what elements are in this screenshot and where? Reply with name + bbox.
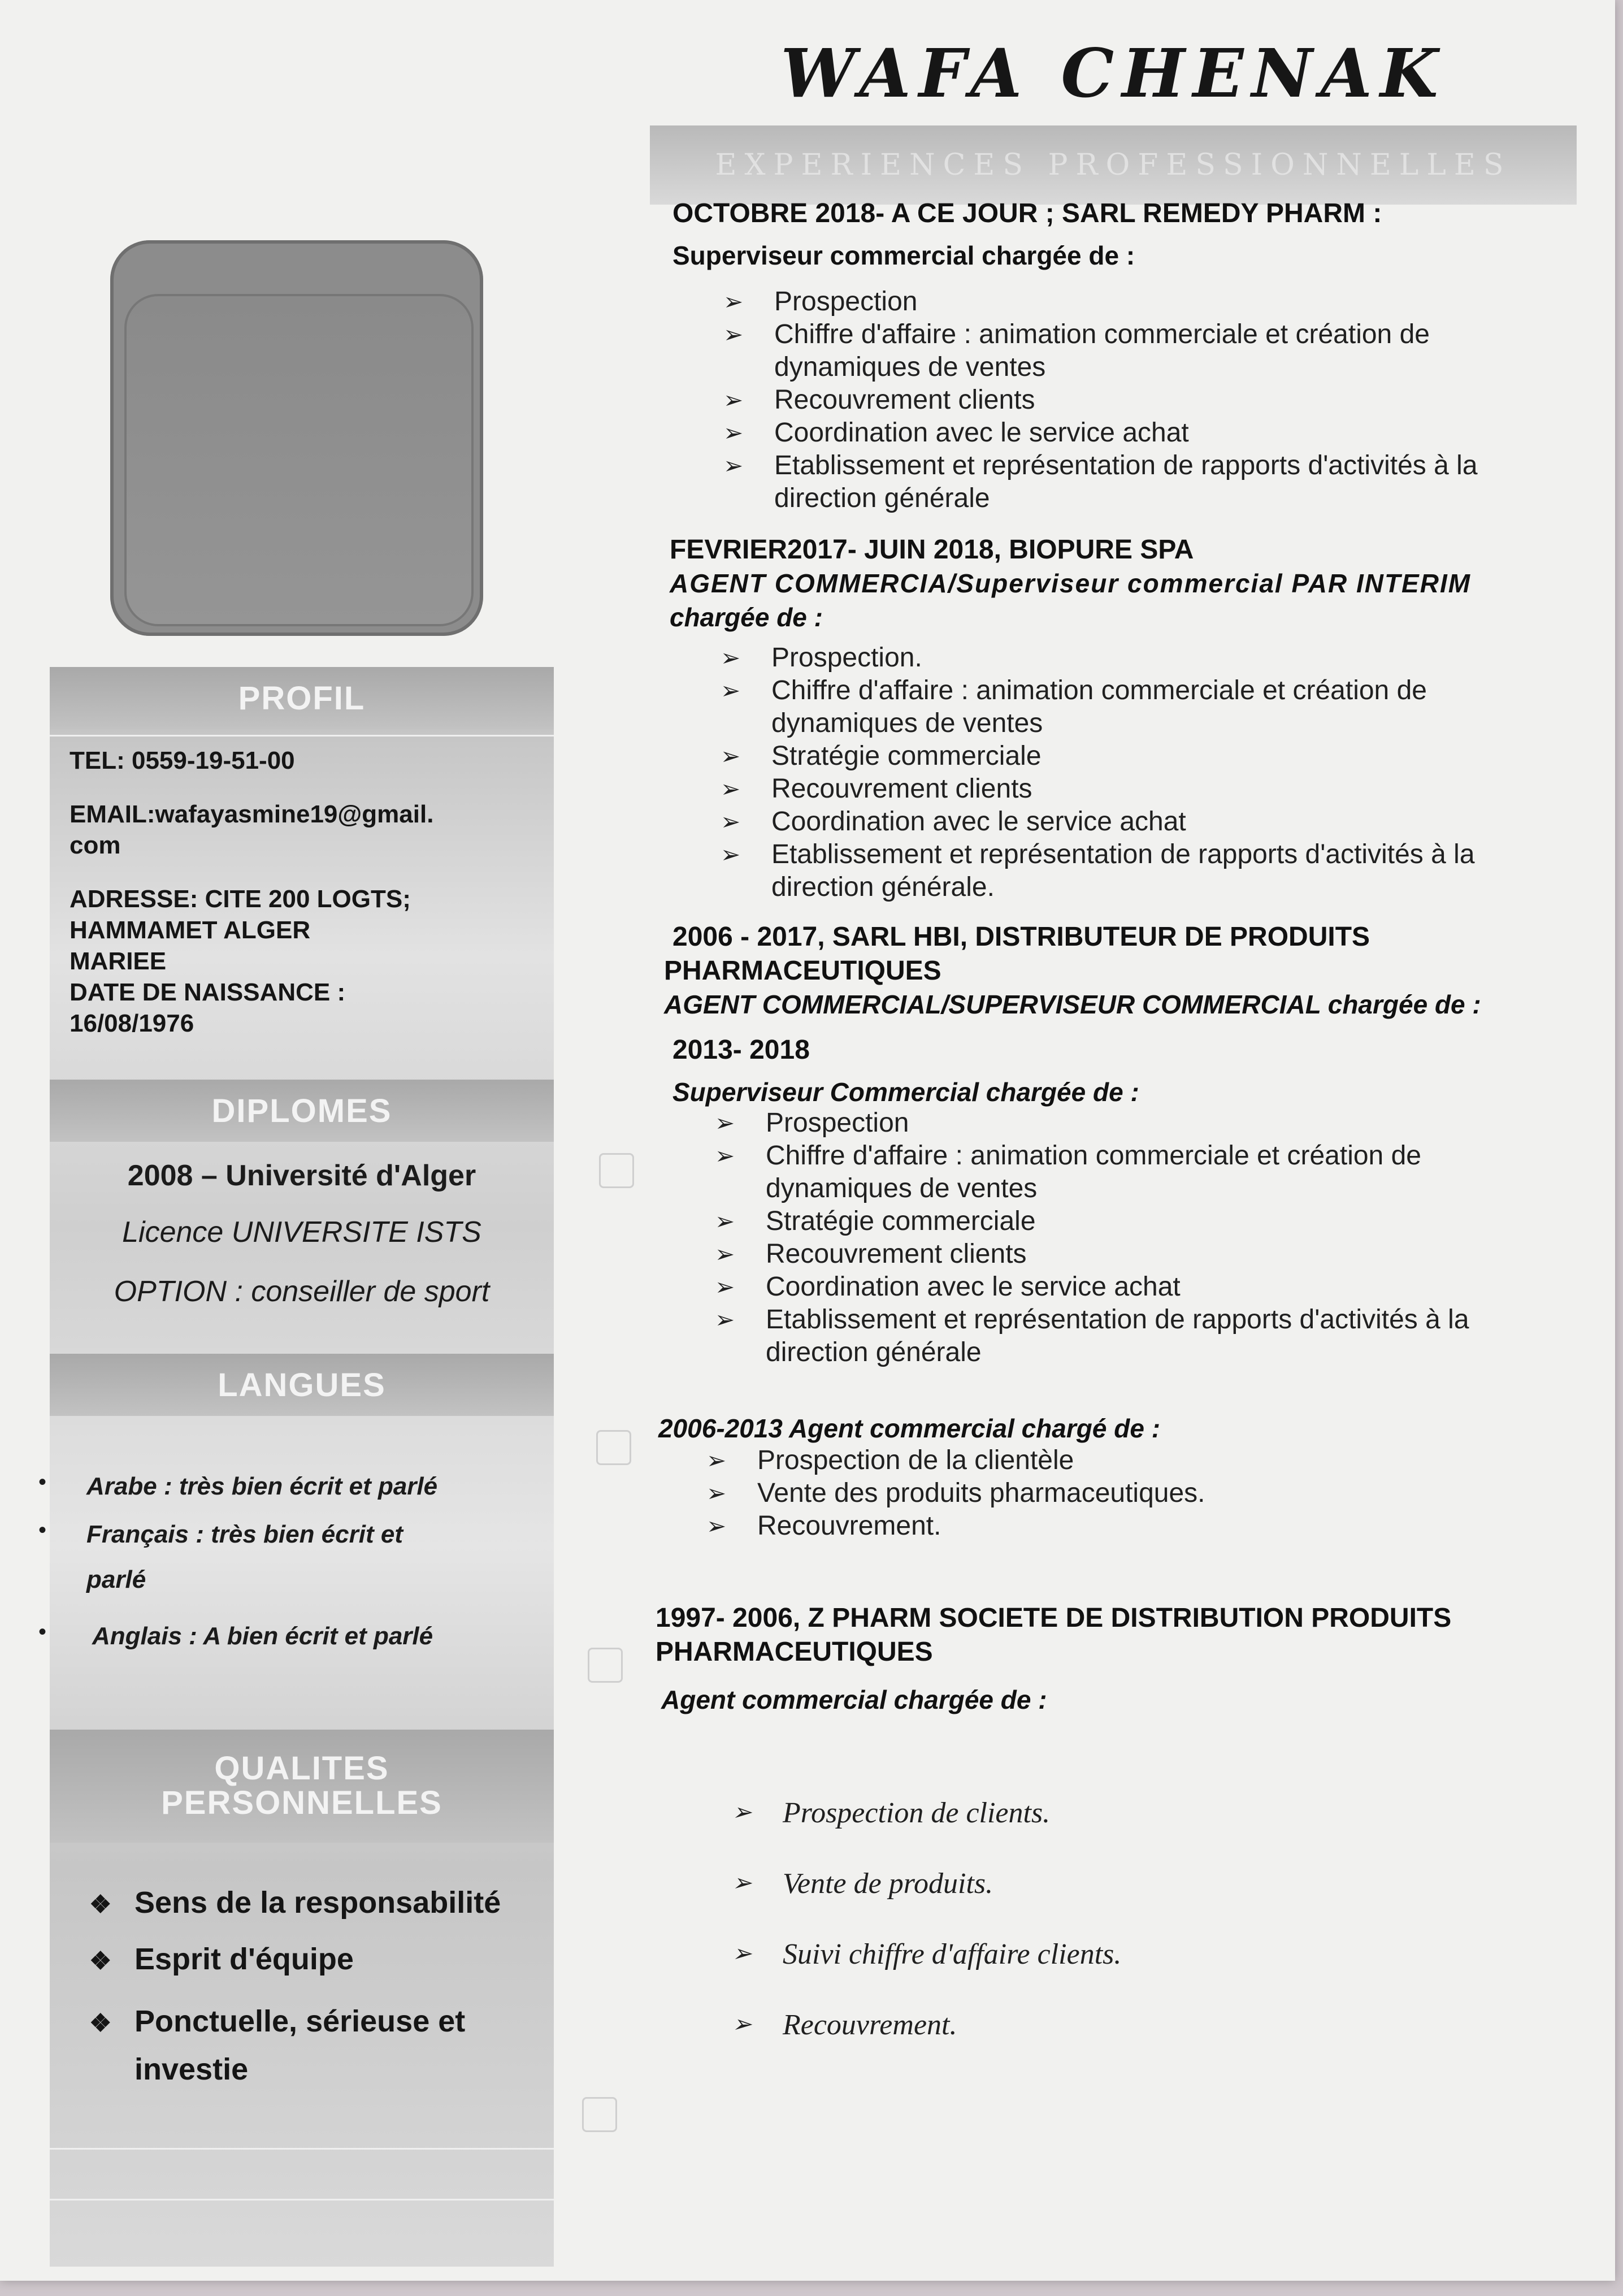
bullet-icon: • <box>38 1518 47 1543</box>
qualites-heading-line-1: QUALITES <box>214 1750 389 1787</box>
task-text: Chiffre d'affaire : animation commerciale et création de <box>771 675 1427 705</box>
arrow-bullet-icon: ➢ <box>706 1480 727 1506</box>
list-item <box>721 838 1568 871</box>
bullet-icon: • <box>38 1470 47 1494</box>
qualites-heading-line-2: PERSONNELLES <box>161 1784 442 1821</box>
quality-punctual <box>89 1998 465 2046</box>
task-text: Prospection de clients. <box>783 1797 1051 1829</box>
job1-role: Superviseur commercial chargée de : <box>672 241 1135 270</box>
arrow-bullet-icon: ➢ <box>732 1800 752 1826</box>
checkbox-mark <box>599 1153 634 1188</box>
diplomes-heading: DIPLOMES <box>50 1080 554 1142</box>
task-text: Etablissement et représentation de rapports d'activités à la <box>766 1305 1469 1335</box>
list-item <box>723 285 1571 318</box>
bullet-icon: • <box>38 1619 47 1644</box>
task-text: Coordination avec le service achat <box>771 807 1186 837</box>
task-text: dynamiques de ventes <box>771 708 1043 738</box>
divider <box>50 2199 554 2200</box>
task-text: Coordination avec le service achat <box>766 1272 1181 1302</box>
profile-photo-frame <box>110 240 483 636</box>
list-item <box>732 1990 1466 2060</box>
arrow-bullet-icon: ➢ <box>723 419 744 446</box>
list-item <box>715 1107 1568 1140</box>
langues-heading: LANGUES <box>50 1354 554 1416</box>
qualites-heading <box>50 1730 554 1843</box>
quality-teamwork <box>89 1936 354 1983</box>
email-line-2: com <box>70 831 121 859</box>
task-text: Prospection <box>774 287 918 317</box>
diamond-bullet-icon: ❖ <box>89 2009 112 2037</box>
quality-text: Esprit d'équipe <box>134 1942 354 1976</box>
task-text: Etablissement et représentation de rapports d'activités à la <box>774 450 1478 480</box>
task-text: direction générale <box>766 1337 982 1367</box>
email-line-1: EMAIL:wafayasmine19@gmail. <box>70 800 434 828</box>
arrow-bullet-icon: ➢ <box>721 776 741 802</box>
job4-title-line-2: PHARMACEUTIQUES <box>656 1637 933 1667</box>
task-text: Chiffre d'affaire : animation commerciale et création de <box>766 1141 1421 1171</box>
list-item <box>715 1271 1568 1303</box>
job2-task-list <box>721 642 1568 904</box>
job3-sub-role: Superviseur Commercial chargée de : <box>672 1077 1139 1107</box>
divider <box>50 2148 554 2150</box>
job2-role-line-2: chargée de : <box>670 603 823 632</box>
list-item <box>723 449 1571 482</box>
checkbox-mark <box>596 1430 631 1465</box>
checkbox-mark <box>582 2097 617 2132</box>
address-line-1: ADRESSE: CITE 200 LOGTS; <box>70 885 411 913</box>
arrow-bullet-icon: ➢ <box>715 1273 735 1300</box>
task-text: dynamiques de ventes <box>774 352 1046 382</box>
job1-title: OCTOBRE 2018- A CE JOUR ; SARL REMEDY PHARM : <box>672 198 1382 228</box>
task-text: Recouvrement clients <box>771 774 1032 804</box>
phone-number: TEL: 0559-19-51-00 <box>70 747 295 774</box>
task-text: Prospection <box>766 1108 909 1138</box>
task-text: Etablissement et représentation de rapports d'activités à la <box>771 839 1475 869</box>
language-french-line-1: Français : très bien écrit et <box>86 1520 403 1548</box>
marital-status: MARIEE <box>70 947 167 975</box>
profile-photo-placeholder <box>124 294 474 626</box>
task-text: Prospection de la clientèle <box>757 1445 1074 1475</box>
candidate-name: WAFA CHENAK <box>780 34 1446 112</box>
diploma-year-university: 2008 – Université d'Alger <box>127 1159 476 1192</box>
list-item <box>721 773 1568 805</box>
list-item <box>721 674 1568 707</box>
job3-title-line-2: PHARMACEUTIQUES <box>664 956 941 986</box>
list-item <box>706 1444 1498 1477</box>
address-line-2: HAMMAMET ALGER <box>70 916 311 944</box>
job3-sub2-role: 2006-2013 Agent commercial chargé de : <box>658 1414 1161 1443</box>
task-text: Vente de produits. <box>783 1868 993 1900</box>
diamond-bullet-icon: ❖ <box>89 1947 112 1975</box>
list-item <box>723 482 1571 515</box>
task-text: Stratégie commerciale <box>771 741 1042 771</box>
language-arabic: Arabe : très bien écrit et parlé <box>86 1472 438 1500</box>
arrow-bullet-icon: ➢ <box>721 677 741 704</box>
list-item <box>721 871 1568 904</box>
list-item <box>732 1919 1466 1990</box>
arrow-bullet-icon: ➢ <box>732 1870 752 1896</box>
list-item <box>723 417 1571 449</box>
arrow-bullet-icon: ➢ <box>723 288 744 315</box>
job3-sub-period: 2013- 2018 <box>672 1035 810 1065</box>
divider <box>50 735 554 737</box>
job1-task-list <box>723 285 1571 515</box>
experience-section-header <box>650 125 1577 205</box>
task-text: dynamiques de ventes <box>766 1173 1038 1203</box>
list-item <box>706 1510 1498 1543</box>
birth-label: DATE DE NAISSANCE : <box>70 978 346 1006</box>
arrow-bullet-icon: ➢ <box>732 2012 752 2038</box>
list-item <box>715 1172 1568 1205</box>
arrow-bullet-icon: ➢ <box>721 808 741 835</box>
job3-title-line-1: 2006 - 2017, SARL HBI, DISTRIBUTEUR DE PRODUITS <box>672 922 1370 952</box>
task-text: Vente des produits pharmaceutiques. <box>757 1478 1205 1508</box>
arrow-bullet-icon: ➢ <box>715 1110 735 1136</box>
arrow-bullet-icon: ➢ <box>723 452 744 479</box>
task-text: Chiffre d'affaire : animation commerciale et création de <box>774 319 1430 349</box>
profil-heading: PROFIL <box>50 667 554 729</box>
list-item <box>706 1477 1498 1510</box>
task-text: Stratégie commerciale <box>766 1206 1036 1236</box>
job3-role: AGENT COMMERCIAL/SUPERVISEUR COMMERCIAL chargée de : <box>664 990 1481 1019</box>
list-item <box>715 1336 1568 1369</box>
task-text: Recouvrement. <box>757 1511 941 1541</box>
arrow-bullet-icon: ➢ <box>706 1513 727 1539</box>
list-item <box>721 642 1568 674</box>
diamond-bullet-icon: ❖ <box>89 1891 112 1918</box>
task-text: direction générale. <box>771 872 995 902</box>
task-text: Coordination avec le service achat <box>774 418 1189 448</box>
task-text: Recouvrement clients <box>774 385 1035 415</box>
task-text: direction générale <box>774 483 990 513</box>
list-item <box>715 1140 1568 1172</box>
task-text: Recouvrement clients <box>766 1239 1027 1269</box>
language-english: Anglais : A bien écrit et parlé <box>92 1622 433 1650</box>
arrow-bullet-icon: ➢ <box>715 1306 735 1333</box>
arrow-bullet-icon: ➢ <box>706 1447 727 1474</box>
task-text: Recouvrement. <box>783 2009 957 2041</box>
list-item <box>721 707 1568 740</box>
diploma-option: OPTION : conseiller de sport <box>114 1275 490 1308</box>
arrow-bullet-icon: ➢ <box>723 387 744 413</box>
arrow-bullet-icon: ➢ <box>723 321 744 348</box>
job4-role: Agent commercial chargée de : <box>661 1685 1047 1714</box>
list-item <box>732 1848 1466 1919</box>
birth-date: 16/08/1976 <box>70 1010 194 1037</box>
list-item <box>723 351 1571 384</box>
arrow-bullet-icon: ➢ <box>715 1142 735 1169</box>
task-text: Suivi chiffre d'affaire clients. <box>783 1938 1122 1970</box>
list-item <box>715 1238 1568 1271</box>
quality-text: Ponctuelle, sérieuse et <box>134 2004 466 2038</box>
sidebar <box>38 667 554 2267</box>
arrow-bullet-icon: ➢ <box>721 841 741 868</box>
arrow-bullet-icon: ➢ <box>715 1208 735 1234</box>
list-item <box>723 384 1571 417</box>
experience-section-title: EXPERIENCES PROFESSIONNELLES <box>715 148 1512 182</box>
list-item <box>732 1778 1466 1848</box>
arrow-bullet-icon: ➢ <box>715 1241 735 1267</box>
job3-task-list-2 <box>706 1444 1498 1543</box>
job2-role-line-1: AGENT COMMERCIA/Superviseur commercial PAR INTERIM <box>670 569 1472 598</box>
task-text: Prospection. <box>771 643 922 673</box>
job2-title: FEVRIER2017- JUIN 2018, BIOPURE SPA <box>670 535 1194 565</box>
diploma-degree: Licence UNIVERSITE ISTS <box>122 1216 481 1249</box>
quality-responsibility <box>89 1879 501 1927</box>
list-item <box>721 740 1568 773</box>
job4-task-list <box>732 1778 1466 2060</box>
quality-text: Sens de la responsabilité <box>134 1886 501 1920</box>
job3-task-list <box>715 1107 1568 1369</box>
quality-punctual-line-2: investie <box>134 2052 249 2086</box>
list-item <box>715 1303 1568 1336</box>
list-item <box>721 805 1568 838</box>
language-french-line-2: parlé <box>86 1566 146 1593</box>
checkbox-mark <box>588 1648 623 1683</box>
arrow-bullet-icon: ➢ <box>721 743 741 769</box>
list-item <box>715 1205 1568 1238</box>
arrow-bullet-icon: ➢ <box>721 644 741 671</box>
arrow-bullet-icon: ➢ <box>732 1941 752 1967</box>
list-item <box>723 318 1571 351</box>
job4-title-line-1: 1997- 2006, Z PHARM SOCIETE DE DISTRIBUTION PRODUITS <box>656 1603 1452 1633</box>
